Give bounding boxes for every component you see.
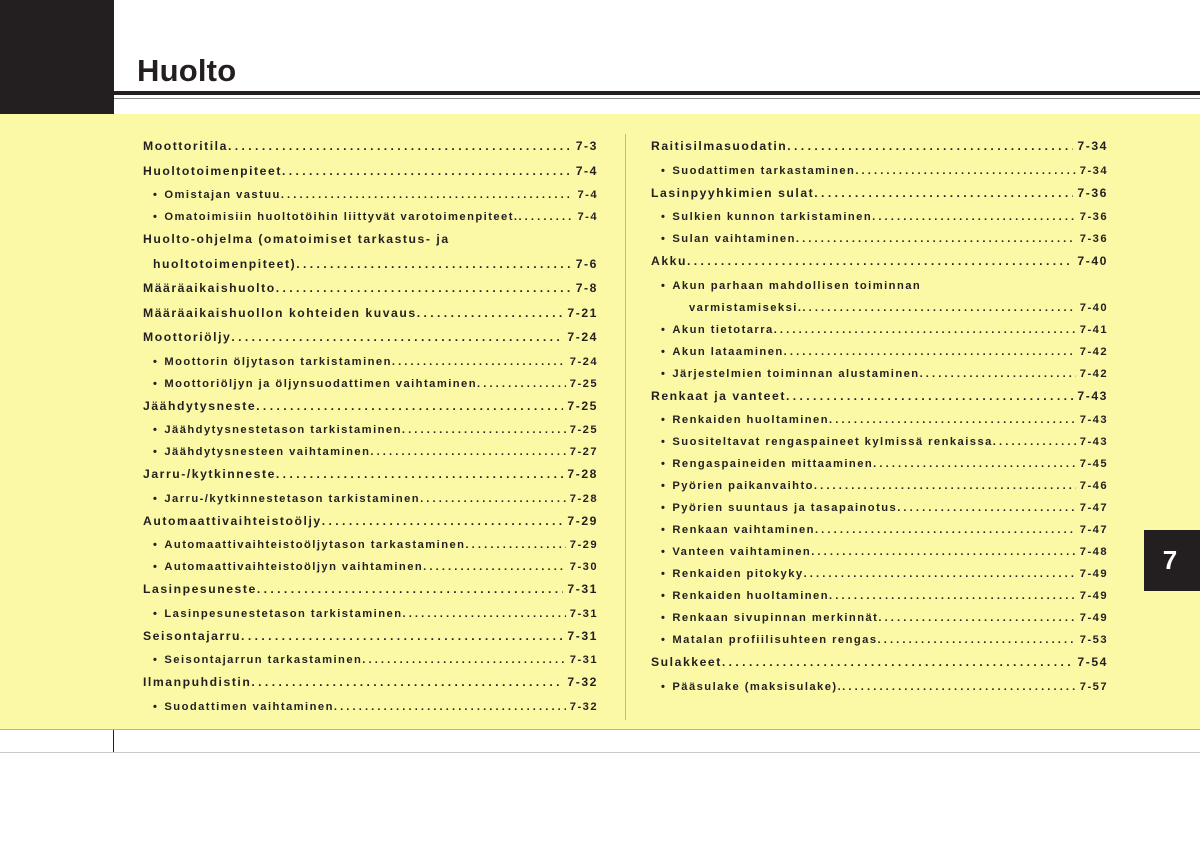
toc-page-number: 7-4 bbox=[575, 163, 598, 178]
toc-entry-text: Renkaiden huoltaminen bbox=[672, 590, 830, 602]
toc-entry-title bbox=[153, 535, 465, 555]
toc-entry-title bbox=[661, 520, 815, 540]
dot-leader bbox=[282, 161, 572, 181]
dot-leader bbox=[420, 489, 566, 509]
toc-entry-text: Automaattivaihteistoöljytason tarkastaminen bbox=[164, 539, 466, 551]
toc-entry-text: Jäähdytysnesteen vaihtaminen bbox=[164, 446, 371, 458]
toc-entry-text: Moottoritila bbox=[143, 139, 228, 153]
bullet-icon: • bbox=[661, 568, 667, 580]
dot-leader bbox=[276, 464, 564, 484]
column-divider bbox=[625, 134, 626, 720]
toc-page-number: 7-42 bbox=[1079, 367, 1108, 380]
dot-leader bbox=[722, 652, 1074, 672]
toc-entry-text: Jarru-/kytkinneste bbox=[143, 467, 276, 481]
toc-entry-text: Renkaiden huoltaminen bbox=[672, 414, 830, 426]
toc-page-number: 7-45 bbox=[1079, 458, 1108, 470]
dot-leader bbox=[815, 520, 1076, 540]
bullet-icon: • bbox=[153, 355, 159, 368]
dot-leader bbox=[787, 136, 1073, 156]
toc-entry-title bbox=[661, 410, 829, 430]
toc-entry-title bbox=[153, 185, 281, 205]
toc-page-number: 7-8 bbox=[575, 281, 598, 295]
toc-page-number: 7-43 bbox=[1079, 414, 1108, 426]
dot-leader bbox=[518, 207, 573, 227]
toc-page-number: 7-32 bbox=[569, 700, 598, 713]
toc-page-number: 7-25 bbox=[567, 398, 598, 413]
dot-leader bbox=[829, 410, 1076, 430]
toc-entry-title bbox=[661, 564, 804, 584]
toc-entry[interactable] bbox=[143, 254, 598, 279]
toc-entry[interactable] bbox=[143, 185, 598, 207]
dot-leader bbox=[920, 364, 1076, 384]
toc-entry[interactable] bbox=[651, 161, 1108, 183]
bullet-icon: • bbox=[661, 590, 667, 602]
dot-leader bbox=[276, 278, 572, 298]
toc-entry[interactable] bbox=[651, 410, 1108, 432]
toc-page-number: 7-28 bbox=[567, 467, 598, 481]
toc-entry-title bbox=[143, 626, 241, 646]
toc-entry-title bbox=[651, 652, 722, 672]
toc-page-number: 7-47 bbox=[1079, 502, 1108, 514]
toc-page-number: 7-49 bbox=[1079, 590, 1108, 602]
bullet-icon: • bbox=[661, 680, 667, 693]
toc-page-number: 7-27 bbox=[569, 446, 598, 458]
toc-entry-text: Lasinpesunestetason tarkistaminen bbox=[164, 607, 403, 620]
toc-page-number: 7-4 bbox=[577, 211, 598, 223]
toc-entry[interactable] bbox=[651, 320, 1108, 342]
toc-entry[interactable] bbox=[651, 251, 1108, 276]
toc-entry[interactable] bbox=[143, 161, 598, 186]
toc-entry[interactable] bbox=[651, 652, 1108, 677]
toc-entry-text: Omistajan vastuu bbox=[164, 189, 281, 201]
toc-entry-title bbox=[661, 320, 774, 340]
bullet-icon: • bbox=[661, 414, 667, 426]
toc-entry-text: Moottoriöljy bbox=[143, 330, 232, 344]
toc-entry[interactable] bbox=[651, 298, 1108, 320]
toc-page-number: 7-31 bbox=[569, 654, 598, 666]
toc-entry[interactable] bbox=[143, 278, 598, 303]
toc-entry-title bbox=[661, 630, 878, 650]
toc-entry-text: Renkaiden pitokyky bbox=[672, 568, 804, 580]
toc-entry-title bbox=[661, 207, 872, 227]
toc-page-number: 7-36 bbox=[1079, 233, 1108, 245]
toc-entry[interactable] bbox=[143, 697, 598, 719]
dot-leader bbox=[281, 185, 574, 205]
toc-entry-text: Lasinpesuneste bbox=[143, 582, 257, 596]
toc-page-number: 7-29 bbox=[569, 539, 598, 551]
toc-entry-text: Järjestelmien toiminnan alustaminen bbox=[672, 367, 920, 380]
toc-entry-title bbox=[661, 229, 796, 249]
chapter-tab[interactable]: 7 bbox=[1144, 530, 1200, 591]
dot-leader bbox=[784, 342, 1076, 362]
toc-entry-title bbox=[651, 183, 814, 203]
toc-page-number: 7-40 bbox=[1079, 301, 1108, 314]
dot-leader bbox=[804, 564, 1076, 584]
toc-entry-text: Määräaikaishuolto bbox=[143, 281, 276, 295]
toc-page-number: 7-21 bbox=[567, 305, 598, 320]
toc-page-number: 7-36 bbox=[1079, 211, 1108, 223]
toc-entry[interactable] bbox=[651, 520, 1108, 542]
toc-entry[interactable] bbox=[651, 364, 1108, 386]
toc-entry-title bbox=[661, 476, 814, 496]
bullet-icon: • bbox=[661, 634, 667, 646]
toc-entry-text: Akun tietotarra bbox=[672, 323, 774, 336]
toc-entry[interactable] bbox=[651, 276, 1108, 298]
toc-entry-title bbox=[661, 586, 829, 606]
toc-entry-title bbox=[143, 229, 450, 249]
toc-entry[interactable] bbox=[143, 489, 598, 511]
dot-leader bbox=[402, 604, 565, 624]
toc-page-number: 7-25 bbox=[569, 424, 598, 436]
dot-leader bbox=[477, 374, 566, 394]
dot-leader bbox=[814, 183, 1073, 203]
toc-page-number: 7-24 bbox=[567, 330, 598, 344]
toc-entry[interactable] bbox=[143, 442, 598, 464]
toc-entry-title bbox=[143, 136, 228, 156]
toc-entry-title bbox=[651, 386, 786, 406]
toc-entry[interactable] bbox=[651, 342, 1108, 364]
dot-leader bbox=[322, 511, 564, 531]
toc-entry[interactable] bbox=[651, 386, 1108, 411]
toc-entry[interactable] bbox=[143, 374, 598, 396]
dot-leader bbox=[796, 229, 1076, 249]
toc-entry[interactable] bbox=[143, 207, 598, 229]
toc-page-number: 7-4 bbox=[577, 189, 598, 201]
toc-entry-text: Seisontajarrun tarkastaminen bbox=[164, 654, 363, 666]
toc-page-number: 7-47 bbox=[1079, 524, 1108, 536]
dot-leader bbox=[829, 586, 1076, 606]
toc-entry[interactable] bbox=[143, 672, 598, 697]
bullet-icon: • bbox=[661, 480, 667, 492]
bullet-icon: • bbox=[153, 446, 159, 458]
page-title: Huolto bbox=[137, 53, 237, 88]
toc-entry-title bbox=[153, 442, 370, 462]
dot-leader bbox=[228, 136, 572, 156]
bullet-icon: • bbox=[153, 189, 159, 201]
toc-entry-text: Pääsulake (maksisulake). bbox=[672, 680, 843, 693]
dot-leader bbox=[872, 207, 1076, 227]
toc-entry-title bbox=[143, 303, 417, 323]
toc-entry-title bbox=[143, 579, 257, 599]
dot-leader bbox=[774, 320, 1076, 340]
dot-leader bbox=[417, 303, 564, 323]
toc-entry-text: Moottoriöljyn ja öljynsuodattimen vaihtaminen bbox=[164, 377, 478, 390]
toc-entry-text: Ilmanpuhdistin bbox=[143, 675, 252, 689]
bullet-icon: • bbox=[661, 279, 667, 292]
bullet-icon: • bbox=[661, 546, 667, 558]
bullet-icon: • bbox=[661, 323, 667, 336]
toc-entry[interactable] bbox=[143, 464, 598, 489]
toc-entry-title bbox=[153, 254, 296, 274]
toc-entry[interactable] bbox=[143, 650, 598, 672]
toc-entry[interactable] bbox=[143, 579, 598, 604]
toc-entry-title bbox=[153, 557, 423, 577]
toc-page-number: 7-36 bbox=[1077, 185, 1108, 200]
panel-bottom-rule bbox=[0, 729, 1200, 730]
page-bottom-rule bbox=[0, 752, 1200, 753]
dot-leader bbox=[814, 476, 1076, 496]
dot-leader bbox=[786, 386, 1073, 406]
toc-page-number: 7-34 bbox=[1079, 164, 1108, 177]
toc-entry-title bbox=[153, 650, 362, 670]
bullet-icon: • bbox=[661, 524, 667, 536]
toc-entry-text: Sulan vaihtaminen bbox=[672, 233, 796, 245]
bullet-icon: • bbox=[661, 612, 667, 624]
toc-entry[interactable] bbox=[651, 564, 1108, 586]
bullet-icon: • bbox=[661, 367, 667, 380]
bullet-icon: • bbox=[661, 502, 667, 514]
dot-leader bbox=[231, 327, 563, 347]
toc-entry-title bbox=[651, 136, 787, 156]
bullet-icon: • bbox=[661, 233, 667, 245]
toc-entry-title bbox=[143, 327, 231, 347]
dot-leader bbox=[257, 579, 564, 599]
toc-entry[interactable] bbox=[143, 511, 598, 536]
toc-entry[interactable] bbox=[651, 630, 1108, 652]
toc-page-number: 7-48 bbox=[1079, 546, 1108, 558]
toc-entry-title bbox=[143, 396, 256, 416]
dot-leader bbox=[251, 672, 563, 692]
toc-page-number: 7-29 bbox=[567, 513, 598, 528]
toc-entry-text: Seisontajarru bbox=[143, 628, 242, 643]
bullet-icon: • bbox=[153, 492, 159, 505]
toc-entry[interactable] bbox=[651, 542, 1108, 564]
toc-entry-title bbox=[143, 161, 282, 181]
bullet-icon: • bbox=[661, 436, 667, 448]
toc-entry[interactable] bbox=[651, 432, 1108, 454]
toc-entry-title bbox=[153, 207, 518, 227]
toc-entry-text: Määräaikaishuollon kohteiden kuvaus bbox=[143, 305, 417, 320]
dot-leader bbox=[465, 535, 565, 555]
toc-entry-text: Jäähdytysnestetason tarkistaminen bbox=[164, 424, 402, 436]
toc-page-number: 7-30 bbox=[569, 561, 598, 573]
toc-page-number: 7-43 bbox=[1079, 436, 1108, 448]
toc-page-number: 7-28 bbox=[569, 492, 598, 505]
toc-entry[interactable] bbox=[143, 136, 598, 161]
toc-entry-title bbox=[661, 364, 920, 384]
dot-leader bbox=[993, 432, 1076, 452]
toc-entry-title bbox=[143, 672, 251, 692]
toc-entry-title bbox=[661, 342, 784, 362]
toc-page-number: 7-53 bbox=[1079, 634, 1108, 646]
toc-entry-text: Omatoimisiin huoltotöihin liittyvät varotoimenpiteet. bbox=[164, 211, 519, 223]
toc-page-number: 7-24 bbox=[569, 355, 598, 368]
dot-leader bbox=[811, 542, 1076, 562]
dot-leader bbox=[334, 697, 566, 717]
toc-entry-title bbox=[651, 251, 687, 271]
toc-page-number: 7-25 bbox=[569, 377, 598, 390]
toc-entry-title bbox=[661, 498, 897, 518]
toc-entry-text: Jäähdytysneste bbox=[143, 398, 257, 413]
toc-entry-text: Pyörien paikanvaihto bbox=[672, 480, 814, 492]
toc-right-column bbox=[651, 136, 1108, 699]
bullet-icon: • bbox=[661, 345, 667, 358]
dot-leader bbox=[370, 442, 565, 462]
dot-leader bbox=[241, 626, 563, 646]
toc-entry-title bbox=[153, 420, 402, 440]
toc-page-number: 7-6 bbox=[575, 256, 598, 271]
toc-entry-text: Renkaan sivupinnan merkinnät bbox=[672, 612, 879, 624]
bullet-icon: • bbox=[661, 458, 667, 470]
toc-entry[interactable] bbox=[651, 183, 1108, 208]
toc-entry[interactable] bbox=[143, 229, 598, 254]
toc-entry-text: Renkaat ja vanteet bbox=[651, 388, 786, 403]
bullet-icon: • bbox=[153, 539, 159, 551]
toc-entry[interactable] bbox=[651, 677, 1108, 699]
toc-entry-title bbox=[153, 352, 392, 372]
toc-entry-text: Suodattimen vaihtaminen bbox=[164, 700, 334, 713]
toc-entry-text: Suodattimen tarkastaminen bbox=[672, 164, 856, 177]
toc-entry-text: Akun parhaan mahdollisen toiminnan bbox=[672, 279, 922, 292]
toc-entry[interactable] bbox=[143, 352, 598, 374]
toc-entry[interactable] bbox=[143, 557, 598, 579]
dot-leader bbox=[687, 251, 1073, 271]
dot-leader bbox=[878, 630, 1076, 650]
toc-entry-title bbox=[661, 542, 811, 562]
toc-entry-title bbox=[661, 276, 921, 296]
bullet-icon: • bbox=[153, 377, 159, 390]
dot-leader bbox=[402, 420, 566, 440]
dot-leader bbox=[855, 161, 1075, 181]
toc-entry[interactable] bbox=[143, 303, 598, 328]
toc-left-column bbox=[143, 136, 598, 719]
dot-leader bbox=[392, 352, 566, 372]
toc-entry-title bbox=[153, 374, 477, 394]
toc-page-number: 7-34 bbox=[1077, 139, 1108, 153]
toc-entry-text: Vanteen vaihtaminen bbox=[672, 546, 812, 558]
toc-entry-text: Huoltotoimenpiteet bbox=[143, 163, 282, 178]
toc-entry-text: Sulakkeet bbox=[651, 655, 722, 669]
toc-page-number: 7-41 bbox=[1079, 323, 1108, 336]
bullet-icon: • bbox=[661, 211, 667, 223]
toc-entry-text: Automaattivaihteistoöljy bbox=[143, 513, 322, 528]
toc-entry[interactable] bbox=[651, 229, 1108, 251]
toc-entry-text: Akun lataaminen bbox=[672, 345, 784, 358]
toc-page-number: 7-54 bbox=[1077, 655, 1108, 669]
bullet-icon: • bbox=[661, 164, 667, 177]
toc-entry-text: Pyörien suuntaus ja tasapainotus bbox=[672, 502, 898, 514]
toc-page-number: 7-31 bbox=[567, 628, 598, 643]
toc-entry[interactable] bbox=[143, 604, 598, 626]
toc-entry-text: Rengaspaineiden mittaaminen bbox=[672, 458, 874, 470]
toc-entry-title bbox=[661, 608, 878, 628]
toc-entry[interactable] bbox=[143, 396, 598, 421]
title-rule-thin bbox=[114, 98, 1200, 99]
dot-leader bbox=[873, 454, 1076, 474]
corner-block bbox=[0, 0, 114, 114]
toc-entry-text: Suositeltavat rengaspaineet kylmissä renkaissa bbox=[672, 436, 993, 448]
toc-entry[interactable] bbox=[143, 420, 598, 442]
toc-entry-title bbox=[143, 464, 276, 484]
toc-entry-title bbox=[661, 432, 993, 452]
bullet-icon: • bbox=[153, 424, 159, 436]
toc-entry[interactable] bbox=[651, 136, 1108, 161]
toc-entry[interactable] bbox=[143, 626, 598, 651]
toc-entry-text: Sulkien kunnon tarkistaminen bbox=[672, 211, 873, 223]
toc-entry[interactable] bbox=[143, 327, 598, 352]
toc-entry-text: Akku bbox=[651, 254, 688, 268]
dot-leader bbox=[802, 298, 1075, 318]
bullet-icon: • bbox=[153, 700, 159, 713]
toc-entry[interactable] bbox=[651, 207, 1108, 229]
toc-entry[interactable] bbox=[143, 535, 598, 557]
toc-page-number: 7-49 bbox=[1079, 568, 1108, 580]
toc-entry-text: varmistamiseksi. bbox=[689, 301, 803, 314]
toc-entry-text: Automaattivaihteistoöljyn vaihtaminen bbox=[164, 561, 424, 573]
toc-page-number: 7-31 bbox=[569, 607, 598, 620]
toc-page-number: 7-43 bbox=[1077, 388, 1108, 403]
toc-entry-text: Matalan profiilisuhteen rengas bbox=[672, 634, 878, 646]
toc-entry-text: huoltotoimenpiteet) bbox=[153, 256, 297, 271]
toc-entry-text: Lasinpyyhkimien sulat bbox=[651, 185, 815, 200]
toc-page-number: 7-57 bbox=[1079, 680, 1108, 693]
toc-page-number: 7-40 bbox=[1077, 254, 1108, 268]
dot-leader bbox=[842, 677, 1076, 697]
toc-entry-title bbox=[143, 511, 322, 531]
toc-entry-title bbox=[153, 697, 334, 717]
toc-page-number: 7-31 bbox=[567, 582, 598, 596]
title-rule bbox=[114, 91, 1200, 95]
toc-entry-title bbox=[153, 489, 420, 509]
toc-entry[interactable] bbox=[651, 608, 1108, 630]
toc-entry[interactable] bbox=[651, 476, 1108, 498]
bullet-icon: • bbox=[153, 607, 159, 620]
toc-page-number: 7-42 bbox=[1079, 345, 1108, 358]
bullet-icon: • bbox=[153, 654, 159, 666]
toc-entry-text: Renkaan vaihtaminen bbox=[672, 524, 815, 536]
toc-entry-text: Moottorin öljytason tarkistaminen bbox=[164, 355, 392, 368]
toc-entry-title bbox=[143, 278, 276, 298]
toc-entry[interactable] bbox=[651, 498, 1108, 520]
dot-leader bbox=[878, 608, 1075, 628]
toc-entry-text: Huolto-ohjelma (omatoimiset tarkastus- ja bbox=[143, 232, 450, 246]
toc-entry-title bbox=[661, 454, 873, 474]
toc-entry-text: Jarru-/kytkinnestetason tarkistaminen bbox=[164, 492, 421, 505]
toc-entry-title bbox=[153, 604, 402, 624]
dot-leader bbox=[256, 396, 563, 416]
toc-entry[interactable] bbox=[651, 586, 1108, 608]
toc-page-number: 7-32 bbox=[567, 675, 598, 689]
toc-page-number: 7-46 bbox=[1079, 480, 1108, 492]
bullet-icon: • bbox=[153, 211, 159, 223]
toc-page-number: 7-49 bbox=[1079, 612, 1108, 624]
toc-entry-title bbox=[661, 677, 842, 697]
dot-leader bbox=[362, 650, 566, 670]
dot-leader bbox=[296, 254, 572, 274]
bullet-icon: • bbox=[153, 561, 159, 573]
toc-page-number: 7-3 bbox=[575, 139, 598, 153]
dot-leader bbox=[897, 498, 1076, 518]
toc-entry-title bbox=[661, 161, 855, 181]
toc-entry[interactable] bbox=[651, 454, 1108, 476]
dot-leader bbox=[423, 557, 566, 577]
toc-entry-title bbox=[689, 298, 802, 318]
toc-entry-text: Raitisilmasuodatin bbox=[651, 139, 788, 153]
